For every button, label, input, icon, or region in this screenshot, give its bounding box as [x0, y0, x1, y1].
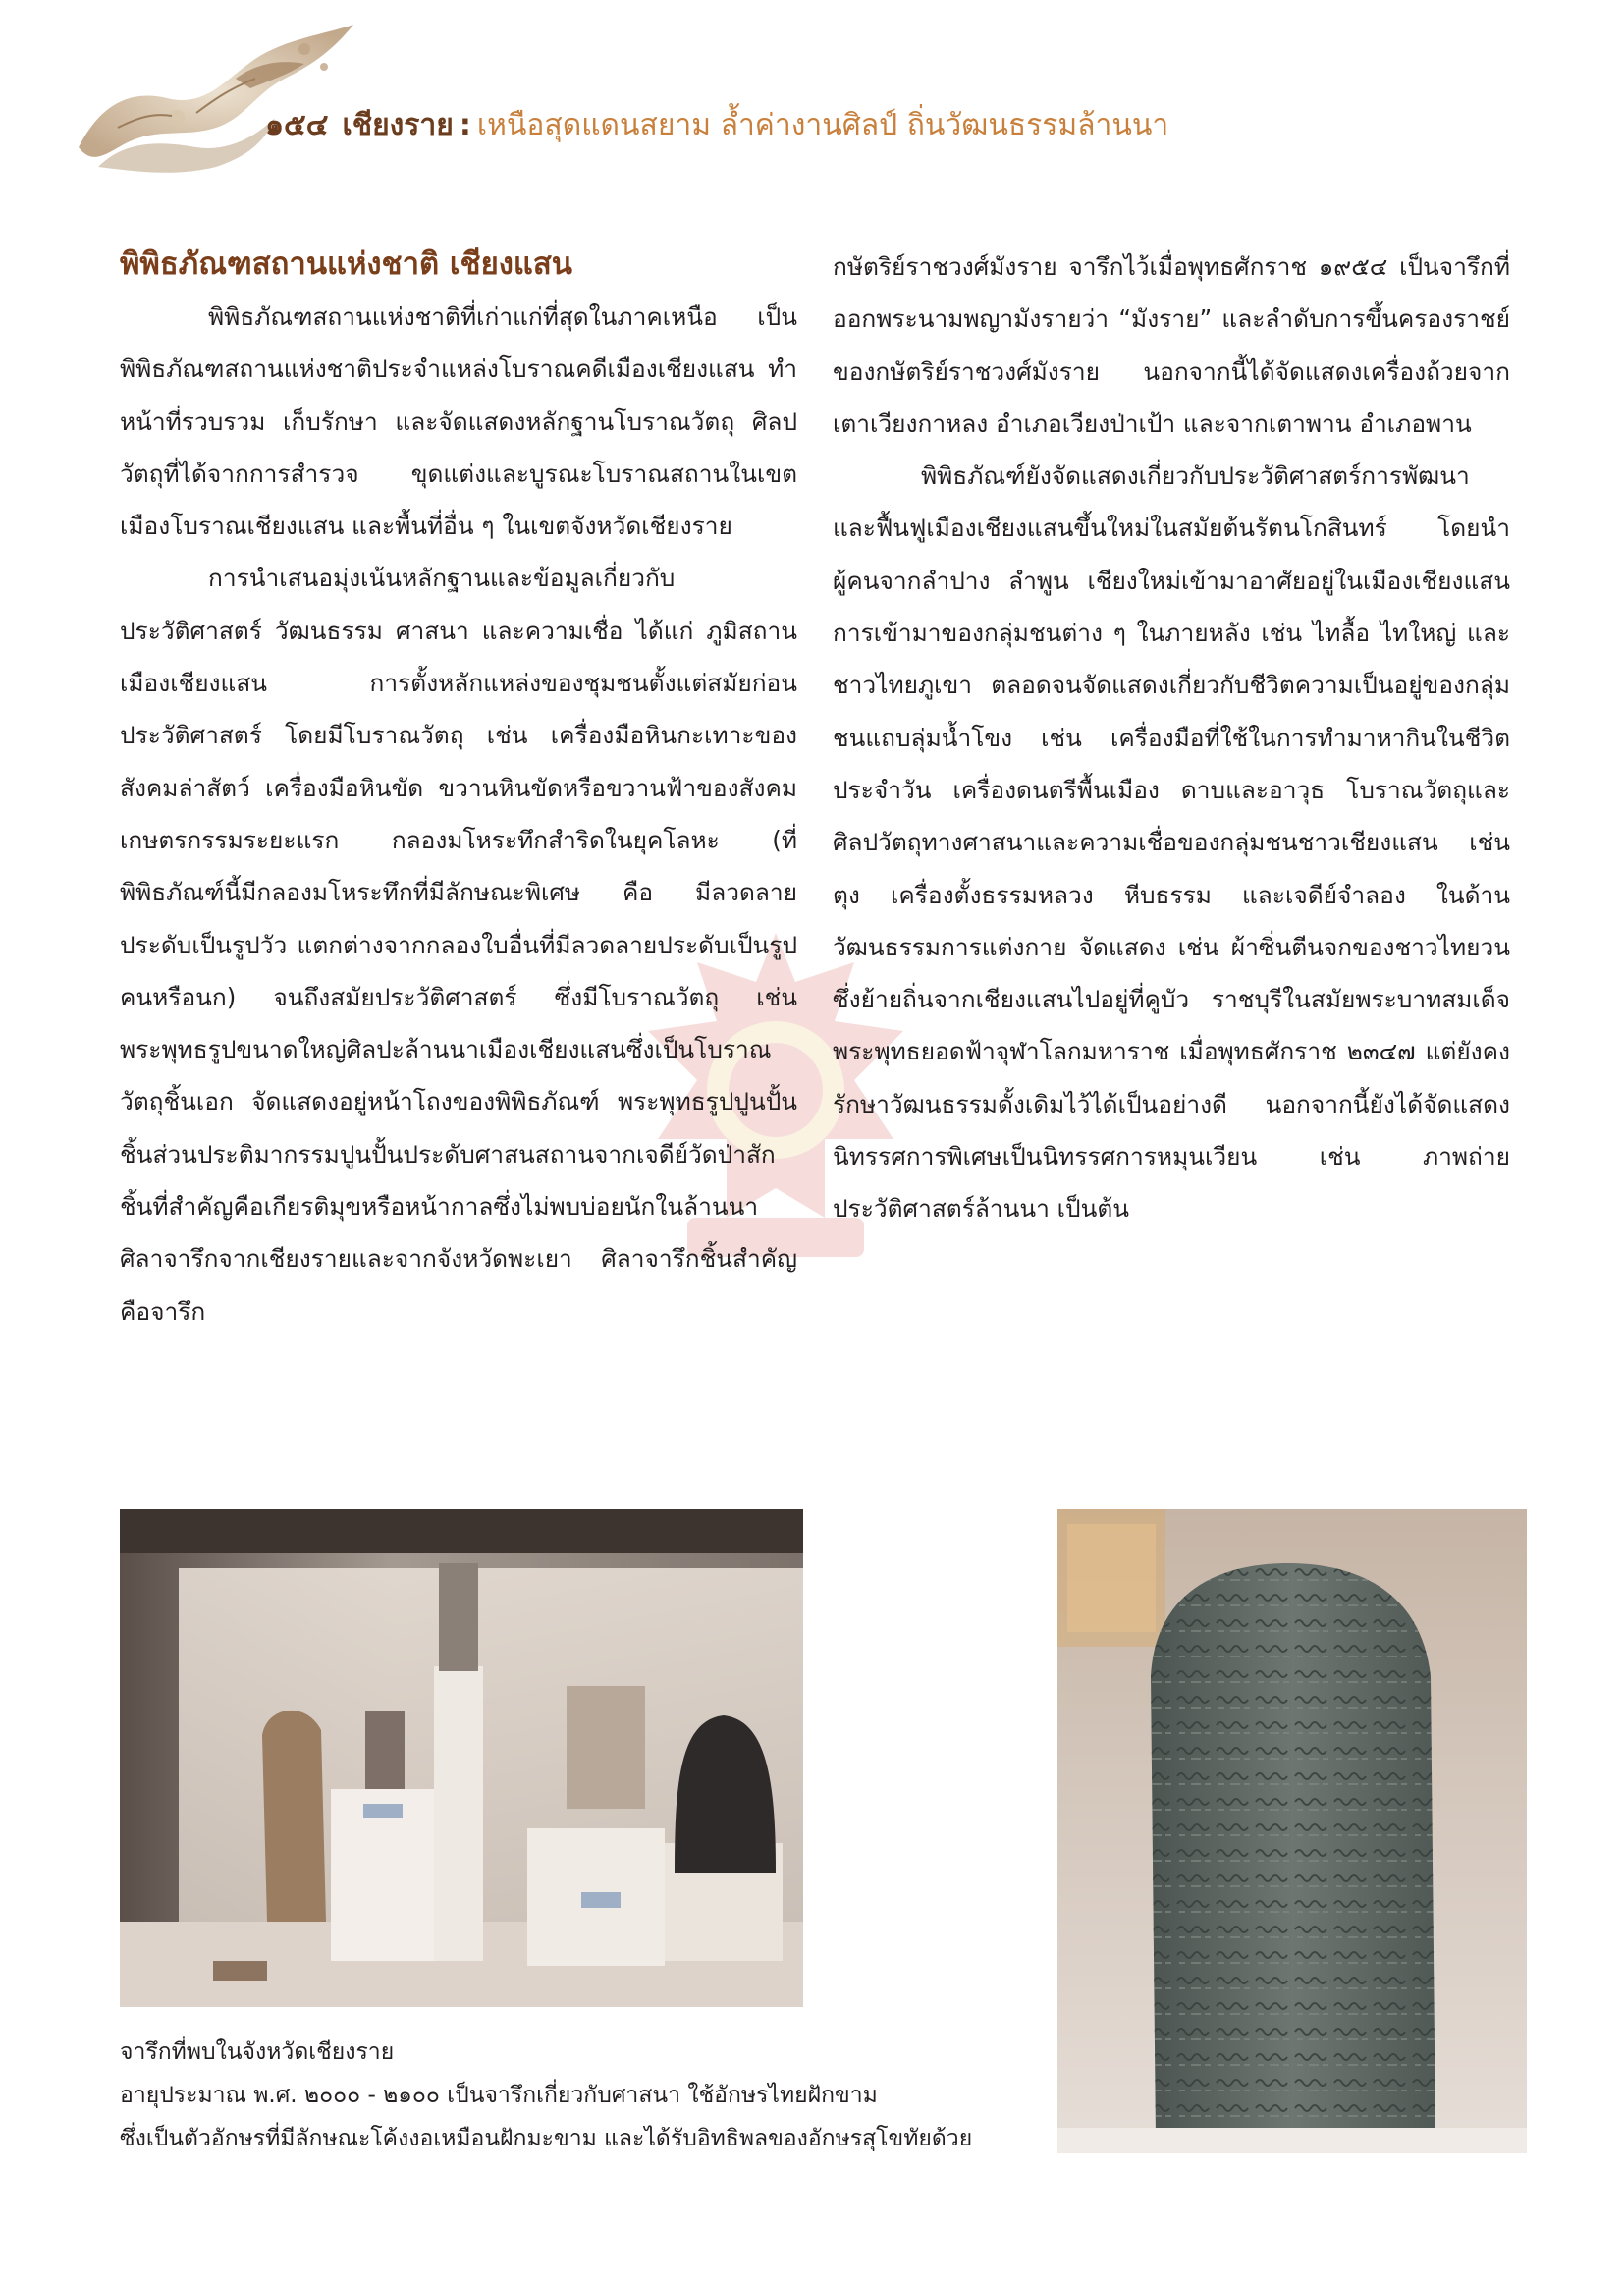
page-header: [0, 0, 1624, 187]
left-column: [120, 238, 797, 1337]
paragraph: กษัตริย์ราชวงศ์มังราย จารึกไว้เมื่อพุทธศักราช ๑๙๕๔ เป็นจารึกที่ออกพระนามพญามังรายว่า “มังราย” และลำดับการขึ้นครองราชย์ของกษัตริย์ราชวงศ์มังราย นอกจากนี้ได้จัดแสดงเครื่องถ้วยจากเตาเวียงกาหลง อำเภอเวียงป่าเป้า และจากเตาพาน อำเภอพาน: [833, 252, 1510, 438]
photo-caption: [120, 2031, 1043, 2160]
running-head-province: เชียงราย: [342, 108, 454, 142]
caption-line: ซึ่งเป็นตัวอักษรที่มีลักษณะโค้งงอเหมือนฝักมะขาม และได้รับอิทธิพลของอักษรสุโขทัยด้วย: [120, 2126, 973, 2151]
museum-display-case-photo-icon: [120, 1509, 803, 2007]
stone-inscription-stele-photo-icon: [1057, 1509, 1527, 2153]
paragraph: พิพิธภัณฑสถานแห่งชาติที่เก่าแก่ที่สุดในภาคเหนือ เป็นพิพิธภัณฑสถานแห่งชาติประจำแหล่งโบราณคดีเมืองเชียงแสน ทำหน้าที่รวบรวม เก็บรักษา และจัดแสดงหลักฐานโบราณวัตถุ ศิลปวัตถุที่ได้จากการสำรวจ ขุดแต่งและบูรณะโบราณสถานในเขตเมืองโบราณเชียงแสน และพื้นที่อื่น ๆ ในเขตจังหวัดเชียงราย: [120, 302, 797, 541]
running-head: [265, 106, 1168, 145]
decorative-swirl-ornament-icon: [59, 20, 373, 187]
page-number: ๑๕๔: [265, 108, 329, 142]
running-head-separator: :: [459, 108, 471, 142]
right-column: [833, 241, 1510, 1235]
paragraph: การนำเสนอมุ่งเน้นหลักฐานและข้อมูลเกี่ยวกับประวัติศาสตร์ วัฒนธรรม ศาสนา และความเชื่อ ได้แก่ ภูมิสถานเมืองเชียงแสน การตั้งหลักแหล่งของชุมชนตั้งแต่สมัยก่อนประวัติศาสตร์ โดยมีโบราณวัตถุ เช่น เครื่องมือหินกะเทาะของสังคมล่าสัตว์ เครื่องมือหินขัด ขวานหินขัดหรือขวานฟ้าของสังคมเกษตรกรรมระยะแรก กลองมโหระทึกสำริดในยุคโลหะ (ที่พิพิธภัณฑ์นี้มีกลองมโหระทึกที่มีลักษณะพิเศษ คือ มีลวดลายประดับเป็นรูปวัว แตกต่างจากกลองใบอื่นที่มีลวดลายประดับเป็นรูปคนหรือนก) จนถึงสมัยประวัติศาสตร์ ซึ่งมีโบราณวัตถุ เช่น พระพุทธรูปขนาดใหญ่ศิลปะล้านนาเมืองเชียงแสนซึ่งเป็นโบราณวัตถุชิ้นเอก จัดแสดงอยู่หน้าโถงของพิพิธภัณฑ์ พระพุทธรูปปูนปั้น ชิ้นส่วนประติมากรรมปูนปั้นประดับศาสนสถานจากเจดีย์วัดป่าสัก ชิ้นที่สำคัญคือเกียรติมุขหรือหน้ากาลซึ่งไม่พบบ่อยนักในล้านนา ศิลาจารึกจากเชียงรายและจากจังหวัดพะเยา ศิลาจารึกชิ้นสำคัญ คือจารึก: [120, 564, 797, 1326]
paragraph: พิพิธภัณฑ์ยังจัดแสดงเกี่ยวกับประวัติศาสตร์การพัฒนาและฟื้นฟูเมืองเชียงแสนขึ้นใหม่ในสมัยต้นรัตนโกสินทร์ โดยนำผู้คนจากลำปาง ลำพูน เชียงใหม่เข้ามาอาศัยอยู่ในเมืองเชียงแสน การเข้ามาของกลุ่มชนต่าง ๆ ในภายหลัง เช่น ไทลื้อ ไทใหญ่ และชาวไทยภูเขา ตลอดจนจัดแสดงเกี่ยวกับชีวิตความเป็นอยู่ของกลุ่มชนแถบลุ่มน้ำโขง เช่น เครื่องมือที่ใช้ในการทำมาหากินในชีวิตประจำวัน เครื่องดนตรีพื้นเมือง ดาบและอาวุธ โบราณวัตถุและศิลปวัตถุทางศาสนาและความเชื่อของกลุ่มชนชาวเชียงแสน เช่น ตุง เครื่องตั้งธรรมหลวง หีบธรรม และเจดีย์จำลอง ในด้านวัฒนธรรมการแต่งกาย จัดแสดง เช่น ผ้าซิ่นตีนจกของชาวไทยวนซึ่งย้ายถิ่นจากเชียงแสนไปอยู่ที่คูบัว ราชบุรีในสมัยพระบาทสมเด็จพระพุทธยอดฟ้าจุฬาโลกมหาราช เมื่อพุทธศักราช ๒๓๔๗ แต่ยังคงรักษาวัฒนธรรมดั้งเดิมไว้ได้เป็นอย่างดี นอกจากนี้ยังได้จัดแสดงนิทรรศการพิเศษเป็นนิทรรศการหมุนเวียน เช่น ภาพถ่ายประวัติศาสตร์ล้านนา เป็นต้น: [833, 462, 1510, 1223]
stone-inscription-stele-photo: [1057, 1509, 1527, 2153]
museum-display-case-photo: [120, 1509, 803, 2007]
article-heading: พิพิธภัณฑสถานแห่งชาติ เชียงแสน: [120, 246, 572, 282]
running-head-subtitle: เหนือสุดแดนสยาม ล้ำค่างานศิลป์ ถิ่นวัฒนธรรมล้านนา: [476, 108, 1169, 142]
caption-line: จารึกที่พบในจังหวัดเชียงราย: [120, 2039, 395, 2065]
caption-line: อายุประมาณ พ.ศ. ๒๐๐๐ - ๒๑๐๐ เป็นจารึกเกี่ยวกับศาสนา ใช้อักษรไทยฝักขาม: [120, 2083, 878, 2108]
